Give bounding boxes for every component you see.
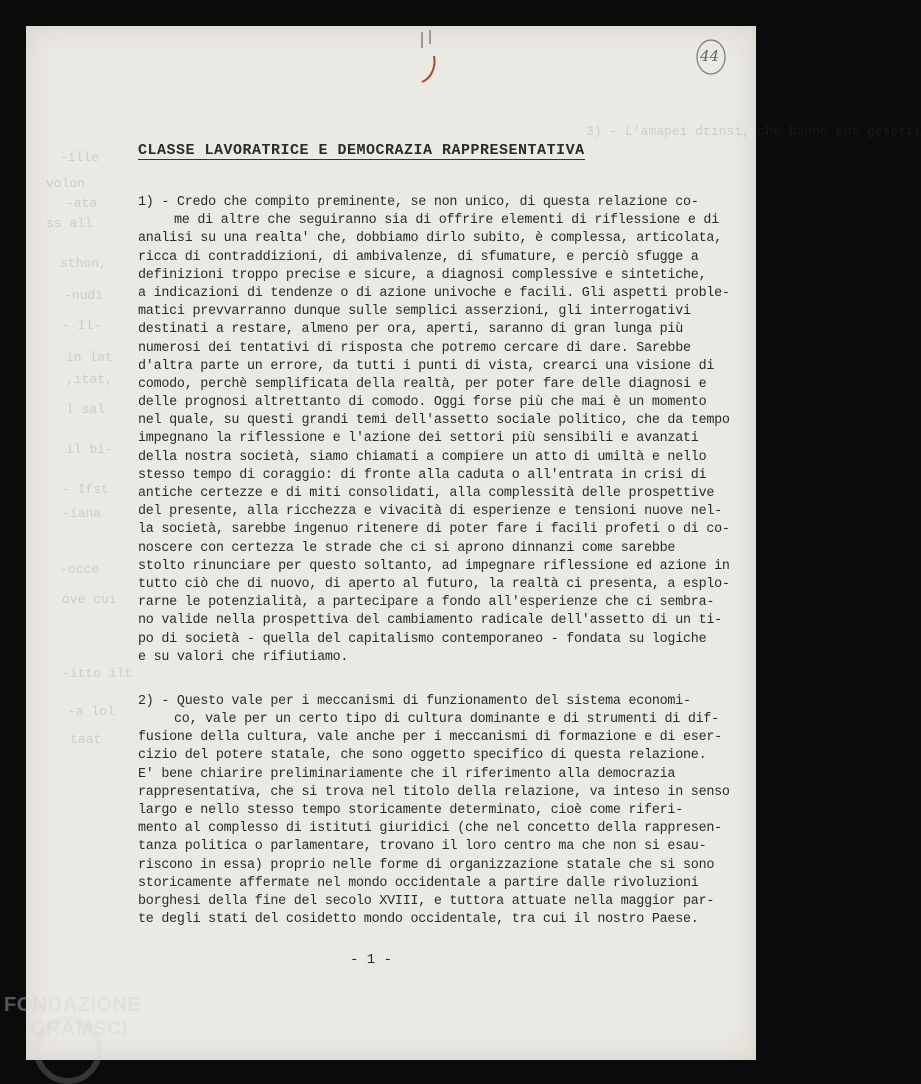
text-line: delle prognosi altrettanto di comodo. Oggi forse più che mai è un momento: [138, 395, 707, 411]
text-line: stolto rinunciare per questo soltanto, ad impegnare riflessione ed azione in: [138, 558, 730, 574]
page-number: - 1 -: [350, 952, 393, 968]
pencil-mark: [416, 26, 446, 86]
text-line: te degli stati del cosidetto mondo occidentale, tra cui il nostro Paese.: [138, 912, 699, 928]
text-line: del presente, alla ricchezza e vivacità di esperienze e tensioni nuove nel-: [138, 504, 722, 520]
text-line: definizioni troppo precise e sicure, a diagnosi complessive e sintetiche,: [138, 267, 707, 283]
text-line: fusione della cultura, vale anche per i meccanismi di formazione e di eser-: [138, 730, 722, 746]
document-page: [26, 26, 921, 1060]
text-line: d'altra parte un errore, da tutti i punti di vista, crearci una visione di: [138, 358, 715, 374]
watermark-line-2: GRAMSCI: [30, 1018, 128, 1040]
text-line: stesso tempo di coraggio: di fronte alla caduta o all'entrata in crisi di: [138, 467, 707, 483]
text-line: po di società - quella del capitalismo contemporaneo - fondata su logiche: [138, 631, 707, 647]
text-line: la società, sarebbe ingenuo ritenere di poter fare i facili profeti o di co-: [138, 522, 730, 538]
text-line: E' bene chiarire preliminariamente che il riferimento alla democrazia: [138, 766, 676, 782]
text-line: a indicazioni di tendenze o di azione univoche e facili. Gli aspetti proble-: [138, 285, 730, 301]
text-line: noscere con certezza le strade che ci si aprono dinnanzi come sarebbe: [138, 540, 676, 556]
text-line: no valide nella prospettiva del cambiamento radicale dell'assetto di un ti-: [138, 613, 722, 629]
watermark-line-1: FONDAZIONE: [4, 994, 142, 1016]
text-line: nel quale, su questi grandi temi dell'assetto sociale politico, che da tempo: [138, 413, 730, 429]
text-line: numerosi dei tentativi di risposta che potremo cercare di dare. Sarebbe: [138, 340, 691, 356]
text-line: matici prevvarranno dunque sulle semplici asserzioni, gli interrogativi: [138, 304, 691, 320]
text-line: riscono in essa) proprio nelle forme di organizzazione statale che si sono: [138, 857, 715, 873]
text-line: rarne le potenzialità, a partecipare a fondo all'esperienze che ci sembra-: [138, 595, 715, 611]
text-line: destinati a restare, almeno per ora, aperti, saranno di gran lunga più: [138, 322, 683, 338]
text-line: analisi su una realta' che, dobbiamo dirlo subito, è complessa, articolata,: [138, 231, 722, 247]
document-title: CLASSE LAVORATRICE E DEMOCRAZIA RAPPRESENTATIVA: [138, 142, 585, 159]
text-line: comodo, perchè semplificata della realtà, per poter fare delle diagnosi e: [138, 376, 707, 392]
text-line: rappresentativa, che si trova nel titolo della relazione, va inteso in senso: [138, 784, 730, 800]
text-line: me di altre che seguiranno sia di offrire elementi di riflessione e di: [174, 213, 719, 229]
text-line: cizio del potere statale, che sono oggetto specifico di questa relazione.: [138, 748, 707, 764]
text-line: 2) - Questo vale per i meccanismi di funzionamento del sistema economi-: [138, 693, 691, 709]
text-line: tanza politica o parlamentare, trovano il loro centro ma che non si esau-: [138, 839, 707, 855]
text-line: impegnano la riflessione e l'azione dei settori più sensibili e avanzati: [138, 431, 699, 447]
watermark-line-3: onlus: [132, 1047, 154, 1057]
document-body: [138, 194, 738, 929]
text-line: largo e nello stesso tempo storicamente determinato, cioè come riferi-: [138, 803, 683, 818]
text-line: ricca di contraddizioni, di ambivalenze, di sfumature, e perciò sfugge a: [138, 249, 699, 265]
bleed-through-text: 3) - L'amapei dtinsi, che hanno eut gesetti -ille volon -ata ss all sthon, -nudi - Il- in lat ,itat, l sal il bi- - Ifst -iana -occe ove cui -itto ilt -a lol taat: [46, 124, 921, 747]
text-line: tutto ciò che di nuovo, di aperto al futuro, la realtà ci presenta, a esplo-: [138, 576, 730, 592]
text-line: 1) - Credo che compito preminente, se non unico, di questa relazione co-: [138, 195, 699, 210]
text-line: co, vale per un certo tipo di cultura dominante e di strumenti di dif-: [174, 712, 719, 728]
text-line: della nostra società, siamo chiamati a compiere un atto di umiltà e nello: [138, 449, 707, 465]
fondazione-gramsci-watermark: [4, 994, 194, 1074]
text-line: antiche certezze e di miti consolidati, alla complessità delle prospettive: [138, 486, 715, 501]
page-marker-number: 44: [700, 47, 720, 65]
text-line: e su valori che rifiutiamo.: [138, 649, 349, 665]
text-line: storicamente affermate nel mondo occidentale a partire dalle rivoluzioni: [138, 875, 699, 891]
archive-page-marker: [694, 36, 728, 76]
paragraph-gap: [138, 667, 738, 693]
text-line: borghesi della fine del secolo XVIII, e tuttora attuate nella maggior par-: [138, 893, 715, 909]
text-line: mento al complesso di istituti giuridici (che nel concetto della rappresen-: [138, 821, 722, 837]
